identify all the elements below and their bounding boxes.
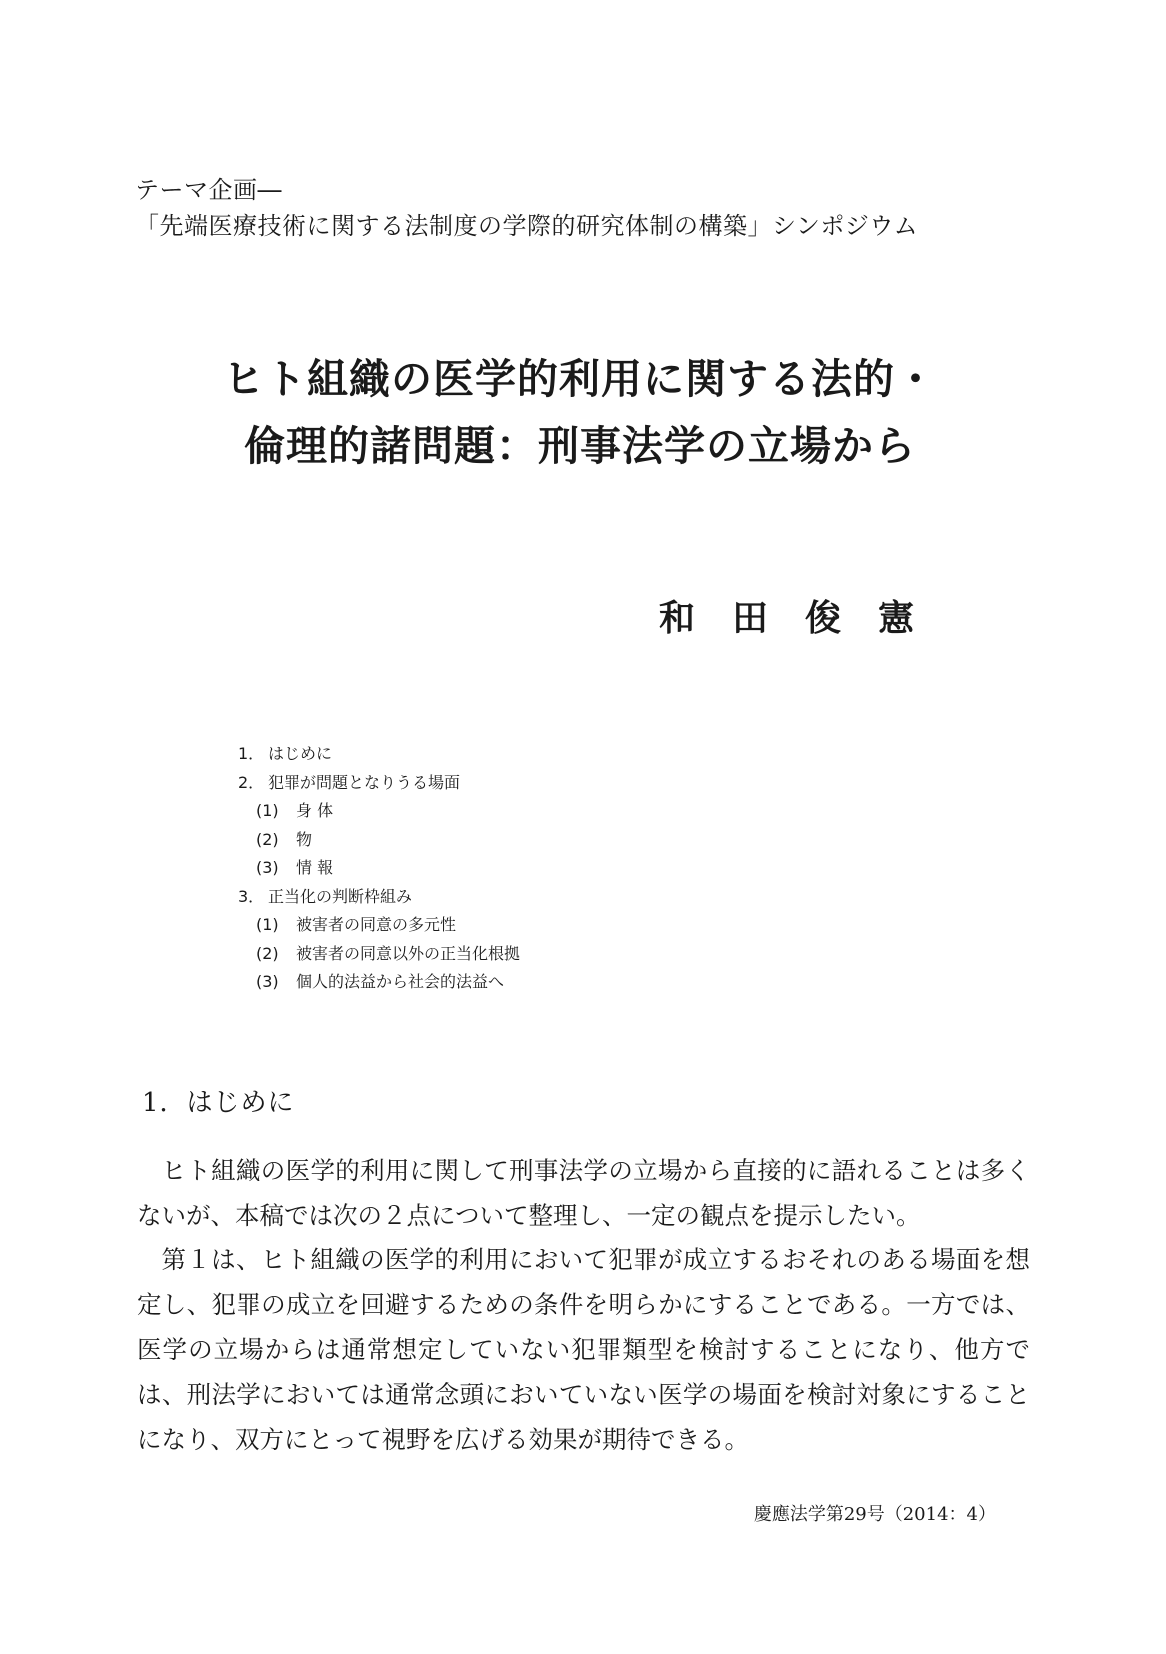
toc-item-number: (1) xyxy=(256,801,279,820)
journal-footer: 慶應法学第29号（2014：4） xyxy=(753,1504,996,1525)
theme-line-2: 「先端医療技術に関する法制度の学際的研究体制の構築」シンポジウム xyxy=(135,212,919,240)
theme-header xyxy=(135,172,918,244)
toc-subitem xyxy=(238,940,520,969)
toc-item-label: 物 xyxy=(296,829,313,849)
toc-item-label: 個人的法益から社会的法益へ xyxy=(296,972,505,991)
toc-item-number: (3) xyxy=(256,972,279,991)
toc-item-label: 犯罪が問題となりうる場面 xyxy=(268,772,461,792)
toc-subitem xyxy=(238,854,520,883)
paper-title-line-1: ヒト組織の医学的利用に関する法的・ xyxy=(223,355,937,403)
section-heading: 1．はじめに xyxy=(142,1088,295,1118)
toc-item-number: (2) xyxy=(256,829,279,849)
paragraph-text: ヒト組織の医学的利用に関して刑事法学の立場から直接的に語れることは多くないが、本稿では次の２点について整理し、一定の観点を提示したい。 xyxy=(137,1156,1030,1230)
toc-subitem xyxy=(238,826,520,855)
paper-title-line-2: 倫理的諸問題：刑事法学の立場から xyxy=(244,422,916,470)
toc-subitem xyxy=(238,911,520,940)
toc-item-number: (3) xyxy=(256,858,279,877)
toc-subitem xyxy=(238,797,520,826)
toc-item-number: (1) xyxy=(256,915,279,934)
toc-item-label: 被害者の同意の多元性 xyxy=(296,915,457,934)
toc-subitem xyxy=(238,968,520,997)
toc-item xyxy=(238,883,520,912)
toc-item-label: はじめに xyxy=(268,744,333,763)
toc-item xyxy=(238,769,520,798)
toc-item-label: 正当化の判断枠組み xyxy=(268,886,413,906)
body-paragraph-2 xyxy=(137,1237,1030,1462)
toc-item-number: 3． xyxy=(238,886,265,906)
author-name: 和田俊憲 xyxy=(658,597,951,639)
toc-item-label: 被害者の同意以外の正当化根拠 xyxy=(296,943,521,963)
toc-item-number: 2． xyxy=(238,772,265,792)
table-of-contents xyxy=(238,740,520,997)
body-paragraph-1 xyxy=(137,1148,1030,1238)
theme-line-1: テーマ企画― xyxy=(135,176,282,204)
toc-item-label: 情 報 xyxy=(296,858,334,877)
toc-item-number: (2) xyxy=(256,943,279,963)
toc-item-label: 身 体 xyxy=(296,801,334,820)
toc-item-number: 1． xyxy=(238,744,265,763)
toc-item xyxy=(238,740,520,769)
paragraph-text: 第１は、ヒト組織の医学的利用において犯罪が成立するおそれのある場面を想定し、犯罪の成立を回避するための条件を明らかにすることである。一方では、医学の立場からは通常想定していない犯罪類型を検討することになり、他方では、刑法学においては通常念頭においていない医学の場面を検討対象にすることになり、双方にとって視野を広げる効果が期待できる。 xyxy=(137,1245,1030,1454)
